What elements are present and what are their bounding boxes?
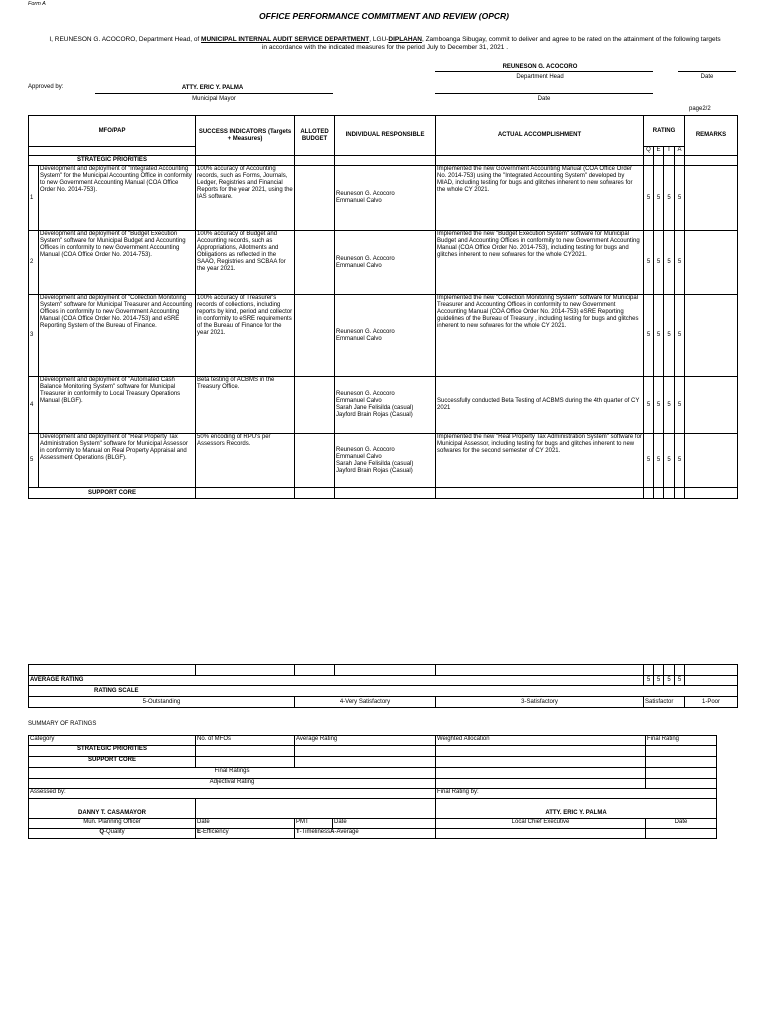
summary-adjectival: Adjectival Rating bbox=[29, 779, 436, 789]
average-a: 5 bbox=[675, 676, 685, 686]
scale-unsatisfactory: Satisfactor bbox=[644, 697, 685, 708]
row-number: 1 bbox=[29, 166, 39, 231]
rating-a: 5 bbox=[675, 166, 685, 231]
header-budget: ALLOTED BUDGET bbox=[295, 116, 335, 156]
form-label: Form A bbox=[28, 1, 46, 7]
department-name: MUNICIPAL INTERNAL AUDIT SERVICE DEPARTMENT bbox=[201, 36, 370, 43]
header-rating: RATING bbox=[644, 116, 685, 147]
section-strategic: STRATEGIC PRIORITIES bbox=[29, 156, 196, 166]
rating-t: 5 bbox=[664, 434, 675, 488]
header-mfo: MFO/PAP bbox=[29, 116, 196, 147]
commitment-statement: I, REUNESON G. ACOCORO, Department Head, of MUNICIPAL INTERNAL AUDIT SERVICE DEPARTMENT, LGU-DIPLAHAN, Zamboanga Sibugay, commit to deliver and agree to be rated on the attainment of the following targets in accordance with the indicated measures for the period July to December 31, 2021 . bbox=[49, 36, 721, 51]
table-row bbox=[29, 377, 738, 434]
date-label-approved: Date bbox=[537, 96, 551, 102]
rating-a: 5 bbox=[675, 434, 685, 488]
summary-final-ratings: Final Ratings bbox=[29, 768, 436, 779]
responsible-cell: Reuneson G. Acocoro Emmanuel Calvo bbox=[335, 166, 436, 231]
assessor-date-label: Date bbox=[196, 819, 295, 829]
header-indicators: SUCCESS INDICATORS (Targets + Measures) bbox=[196, 116, 295, 156]
assessed-by-label: Assessed by: bbox=[29, 789, 436, 799]
accomplishment-cell: Successfully conducted Beta Testing of ACBMS during the 4th quarter of CY 2021 bbox=[436, 377, 644, 434]
executive-date-label: Date bbox=[646, 819, 717, 829]
summary-row-strategic: STRATEGIC PRIORITIES bbox=[29, 746, 196, 757]
pmt-date-label: Date bbox=[333, 819, 436, 829]
mfo-cell: Development and deployment of "Automated Cash Balance Monitoring System" software for Municipal Treasurer in conformity to Local Treasury Operations Manual (BLGF). bbox=[39, 377, 196, 434]
scale-poor: 1-Poor bbox=[685, 697, 738, 708]
accomplishment-cell: Implemented the new "Collection Monitoring System" software for Municipal Treasurer and Accounting Offices in conformity to new Government Accounting Manual (COA Office Order No. 2014-753) eSRE Reporting guidelines of the Bureau of Treasury , including testing for bugs and glitches inherent to new sofwares for the whole CY 2021. bbox=[436, 295, 644, 377]
accomplishment-cell: Implemented the new Government Accounting Manual (COA Office Order No. 2014-753) using the "Integrated Accounting System" developed by MIAD, including testing for bugs and glitches inherent to new sofwares for the whole CY 2021. bbox=[436, 166, 644, 231]
mfo-cell: Development and deployment of "Real Property Tax Administration System" software for Municipal Assessor in conformity to Manual on Real Property Appraisal and Assessment Operations (BLGF). bbox=[39, 434, 196, 488]
responsible-cell: Reuneson G. Acocoro Emmanuel Calvo bbox=[335, 295, 436, 377]
table-row bbox=[29, 166, 738, 231]
executive-name: ATTY. ERIC Y. PALMA bbox=[436, 809, 717, 819]
row-number: 3 bbox=[29, 295, 39, 377]
rating-e: 5 bbox=[654, 166, 664, 231]
responsible-cell: Reuneson G. Acocoro Emmanuel Calvo bbox=[335, 231, 436, 295]
indicator-cell: Beta testing of ACBMS in the Treasury Office. bbox=[196, 377, 295, 434]
rating-e: 5 bbox=[654, 434, 664, 488]
responsible-cell: Reuneson G. Acocoro Emmanuel Calvo Sarah Jane Felisilda (casual) Jayford Brain Rojas (Casual) bbox=[335, 377, 436, 434]
page-title: OFFICE PERFORMANCE COMMITMENT AND REVIEW (OPCR) bbox=[259, 11, 509, 21]
summary-col-mfos: No. of MFOs bbox=[196, 736, 295, 746]
rating-a: 5 bbox=[675, 377, 685, 434]
table-row bbox=[29, 434, 738, 488]
header-q: Q bbox=[644, 147, 654, 156]
rating-scale-row bbox=[29, 697, 738, 708]
legend-quality: Q-Quality bbox=[29, 829, 196, 839]
rating-q: 5 bbox=[644, 231, 654, 295]
summary-col-weighted: Weighted Allocation bbox=[436, 736, 646, 746]
summary-title: SUMMARY OF RATINGS bbox=[28, 721, 97, 727]
summary-table bbox=[28, 735, 717, 789]
rating-t: 5 bbox=[664, 295, 675, 377]
date-label-top: Date bbox=[700, 74, 714, 80]
rating-t: 5 bbox=[664, 231, 675, 295]
indicator-cell: 100% accuracy of Accounting records, such as Forms, Journals, Ledger, Registries and Financial Reports for the year 2021, using the IAS software. bbox=[196, 166, 295, 231]
mfo-cell: Development and deployment of "Integrated Accounting System" for the Municipal Accounting Office in conformity to new Government Accounting Manual (COA Office Order No. 2014-753). bbox=[39, 166, 196, 231]
scale-outstanding: 5-Outstanding bbox=[29, 697, 295, 708]
summary-col-final: Final Rating bbox=[646, 736, 717, 746]
accomplishment-cell: Implemented the new "Budget Execution System" software for Municipal Budget and Accounting Offices in conformity to new Government Accounting Manual (COA Office Order No. 2014-753), including testing for bugs and glitches inherent to new sofwares for the whole CY2021. bbox=[436, 231, 644, 295]
section-support-core: SUPPORT CORE bbox=[29, 488, 196, 499]
average-e: 5 bbox=[654, 676, 664, 686]
opcr-table bbox=[28, 115, 738, 499]
rating-e: 5 bbox=[654, 231, 664, 295]
assessor-title: Mun. Planning Officer bbox=[29, 819, 196, 829]
header-a: A bbox=[675, 147, 685, 156]
rating-e: 5 bbox=[654, 295, 664, 377]
table-row bbox=[29, 295, 738, 377]
legend-timeliness-average: T-TimelinessA-Average bbox=[295, 829, 436, 839]
mayor-title: Municipal Mayor bbox=[192, 96, 236, 102]
accomplishment-cell: Implemented the new "Real Property Tax Administration System" software for Municipal Assessor, including testing for bugs and glitches inherent to new sofwares for the second semester of CY 2021. bbox=[436, 434, 644, 488]
header-remarks: REMARKS bbox=[685, 116, 738, 156]
scale-satisfactory: 3-Satisfactory bbox=[436, 697, 644, 708]
department-head-name: REUNESON G. ACOCORO bbox=[502, 64, 578, 70]
assessor-name: DANNY T. CASAMAYOR bbox=[29, 809, 196, 819]
average-t: 5 bbox=[664, 676, 675, 686]
legend-efficiency: E-Efficiency bbox=[196, 829, 295, 839]
rating-q: 5 bbox=[644, 295, 654, 377]
mayor-name: ATTY. ERIC Y. PALMA bbox=[181, 85, 244, 91]
row-number: 5 bbox=[29, 434, 39, 488]
rating-t: 5 bbox=[664, 377, 675, 434]
summary-row-support: SUPPORT CORE bbox=[29, 757, 196, 768]
row-number: 4 bbox=[29, 377, 39, 434]
scale-very-satisfactory: 4-Very Satisfactory bbox=[295, 697, 436, 708]
rating-a: 5 bbox=[675, 231, 685, 295]
header-t: T bbox=[664, 147, 675, 156]
summary-col-category: Category bbox=[29, 736, 196, 746]
department-head-title: Department Head bbox=[516, 74, 564, 80]
approved-by-label: Approved by: bbox=[28, 84, 64, 90]
indicator-cell: 50% encoding of RPU's per Assessors Records. bbox=[196, 434, 295, 488]
rating-t: 5 bbox=[664, 166, 675, 231]
mfo-cell: Development and deployment of "Collection Monitoring System" software for Municipal Treasurer and Accounting Offices in conformity to new Government Accounting Manual (COA Office Order No. 2014-753) and eSRE Reporting System of the Bureau of Finance. bbox=[39, 295, 196, 377]
rating-a: 5 bbox=[675, 295, 685, 377]
pmt-label: PMT bbox=[295, 819, 333, 829]
header-e: E bbox=[654, 147, 664, 156]
rating-e: 5 bbox=[654, 377, 664, 434]
rating-scale-label: RATING SCALE bbox=[29, 686, 738, 697]
page-number: page2/2 bbox=[689, 106, 711, 112]
average-q: 5 bbox=[644, 676, 654, 686]
mfo-cell: Development and deployment of "Budget Execution System" software for Municipal Budget and Accounting Offices in conformity to new Government Accounting Manual (COA Office Order No. 2014-753). bbox=[39, 231, 196, 295]
rating-q: 5 bbox=[644, 166, 654, 231]
rating-q: 5 bbox=[644, 434, 654, 488]
assessment-table bbox=[28, 788, 717, 839]
final-rating-by-label: Final Rating by: bbox=[436, 789, 717, 799]
summary-col-average: Average Rating bbox=[295, 736, 436, 746]
rating-q: 5 bbox=[644, 377, 654, 434]
executive-title: Local Chief Executive bbox=[436, 819, 646, 829]
average-rating-label: AVERAGE RATING bbox=[29, 676, 644, 686]
row-number: 2 bbox=[29, 231, 39, 295]
indicator-cell: 100% accuracy of Treasurer's records of collections, including reports by kind, period and collector in conformity to eSRE requirements of the Bureau of Finance for the year 2021. bbox=[196, 295, 295, 377]
header-accomplishment: ACTUAL ACCOMPLISHMENT bbox=[436, 116, 644, 156]
lgu-name: DIPLAHAN bbox=[388, 36, 422, 43]
header-responsible: INDIVIDUAL RESPONSIBLE bbox=[335, 116, 436, 156]
table-row bbox=[29, 231, 738, 295]
responsible-cell: Reuneson G. Acocoro Emmanuel Calvo Sarah Jane Felisilda (casual) Jayford Brain Rojas (Casual) bbox=[335, 434, 436, 488]
indicator-cell: 100% accuracy of Budget and Accounting records, such as Appropriations, Allotments and Obligations as reflected in the SAAO, Registries and SCBAA for the year 2021. bbox=[196, 231, 295, 295]
average-rating-table bbox=[28, 664, 738, 708]
